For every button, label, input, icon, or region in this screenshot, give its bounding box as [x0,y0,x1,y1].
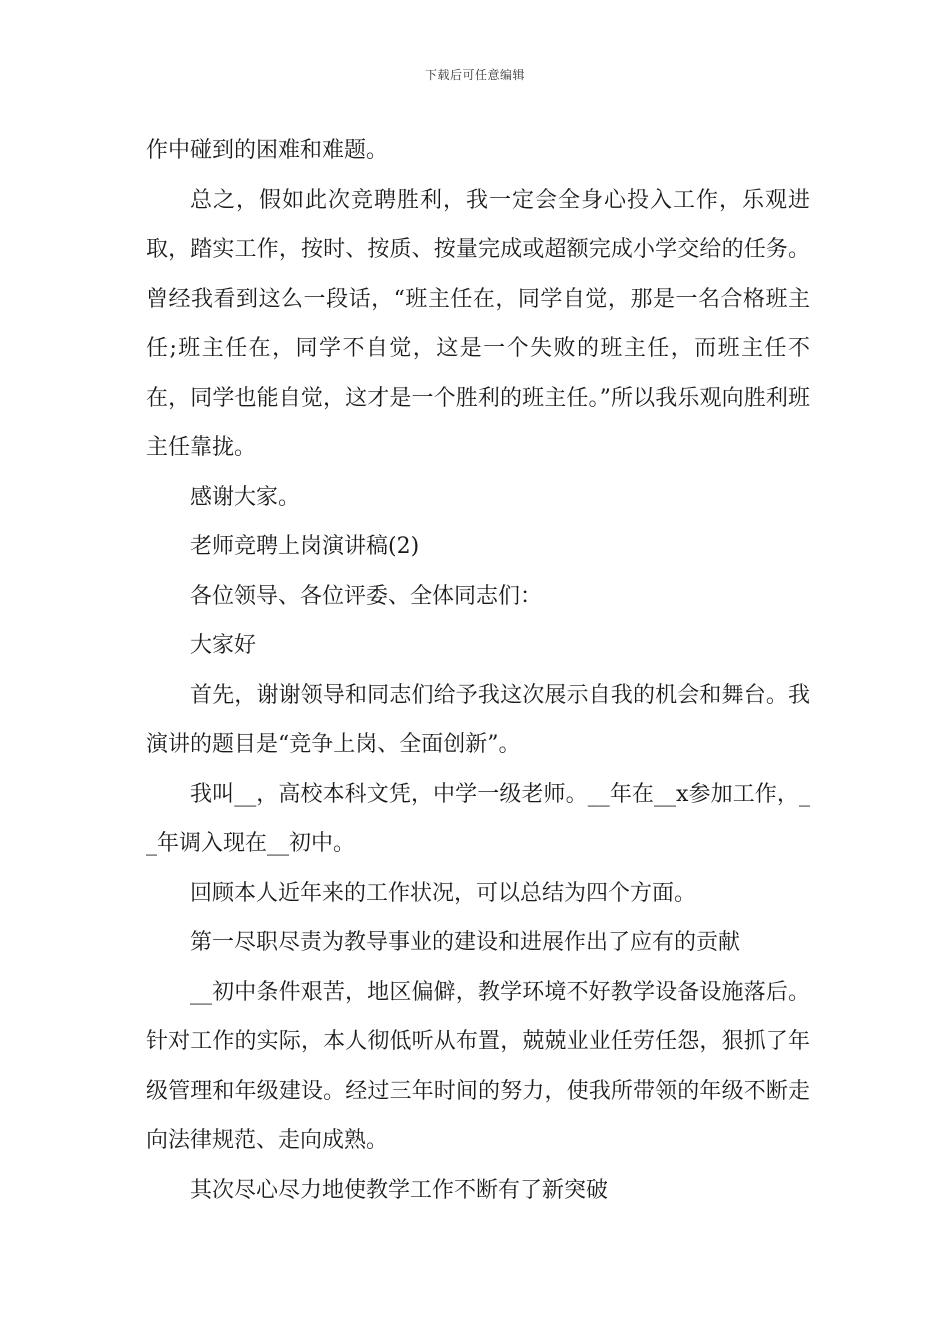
paragraph: 作中碰到的困难和难题。 [146,138,389,163]
salutation: 各位领导、各位评委、全体同志们： [190,583,543,609]
paragraph: 感谢大家。 [190,484,301,510]
subheading: 其次尽心尽力地使教学工作不断有了新突破 [190,1177,609,1203]
paragraph: 总之，假如此次竞聘胜利，我一定会全身心投入工作，乐观进取，踏实工作，按时、按质、按量完成或超额完成小学交给的任务。曾经我看到这么一段话，“班主任在，同学自觉，那是一名合格班主任;班主任在，同学不自觉，这是一个失败的班主任，而班主任不在，同学也能自觉，这才是一个胜利的班主任。”所以我乐观向胜利班主任靠拢。 [146,187,810,460]
subheading: 第一尽职尽责为教导事业的建设和进展作出了应有的贡献 [190,930,741,955]
paragraph: __初中条件艰苦，地区偏僻，教学环境不好教学设备设施落后。针对工作的实际，本人彻低听从布置，兢兢业业任劳任怨，狠抓了年级管理和年级建设。经过三年时间的努力，使我所带领的年级不断走向法律规范、走向成熟。 [146,979,810,1153]
page-header-note: 下载后可任意编辑 [424,68,525,82]
paragraph: 回顾本人近年来的工作状况，可以总结为四个方面。 [190,880,697,906]
paragraph: 首先，谢谢领导和同志们给予我这次展示自我的机会和舞台。我演讲的题目是“竞争上岗、全面创新”。 [146,682,810,757]
document-body [146,126,810,1215]
greeting: 大家好 [190,633,257,658]
section-title: 老师竞聘上岗演讲稿(2) [190,534,420,559]
paragraph: 我叫__，高校本科文凭，中学一级老师。__年在__x参加工作，__年调入现在__初中。 [146,781,810,856]
